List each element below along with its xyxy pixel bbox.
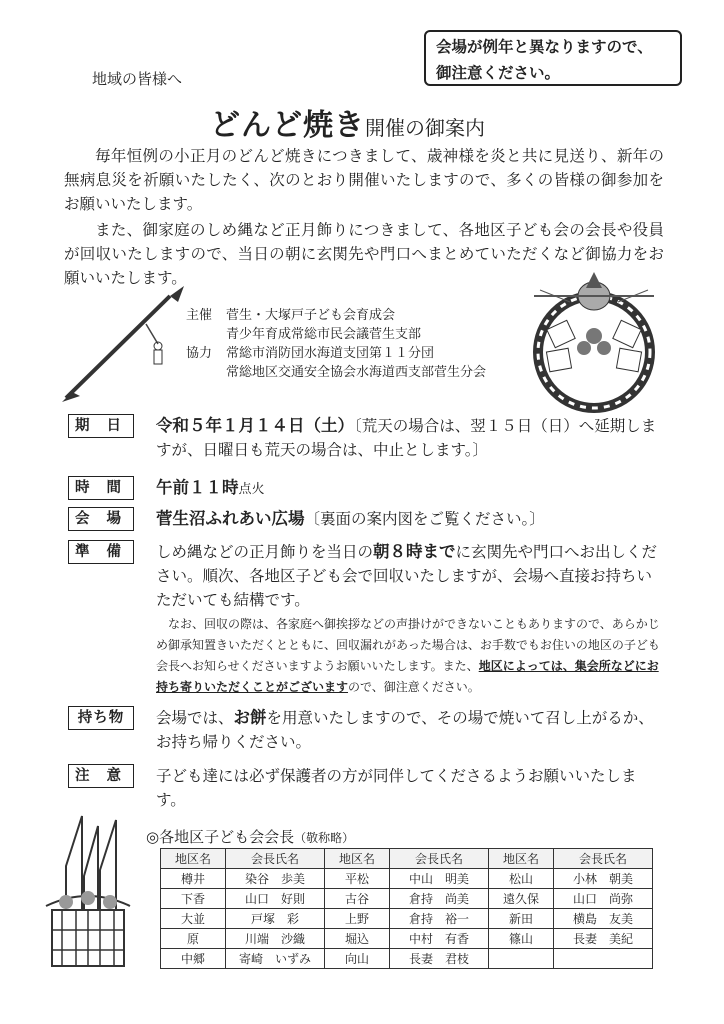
- table-title: ◎各地区子ども会会長: [146, 828, 295, 846]
- prep-note-pre: なお、回収の際は、各家庭へ御挨拶などの声掛けができないこともありますので、あらかじめ御承知置きいただくとともに、回収漏れがあった場合は、お手数でもお住いの地区の子ども会長へお知らせくださいますようお願いいたします。また、: [156, 617, 660, 673]
- header-name-3: 会長氏名: [554, 849, 653, 869]
- table-title-note: （敬称略）: [294, 831, 355, 845]
- header-district-1: 地区名: [161, 849, 226, 869]
- prep-post: に玄関先や門口へお出しください。順次、各地区子ども会で回収いたしますが、会場へ直接お持ちいただいても結構です。: [156, 543, 658, 609]
- header-name-1: 会長氏名: [226, 849, 325, 869]
- table-cell: 樽井: [161, 869, 226, 889]
- intro-paragraph-1: 毎年恒例の小正月のどんど焼きにつきまして、歳神様を炎と共に見送り、新年の無病息災を祈願いたしたく、次のとおり開催いたしますので、多くの皆様の御参加をお願いいたします。: [64, 147, 664, 213]
- table-cell: 上野: [325, 909, 390, 929]
- kadomatsu-illustration: [36, 806, 140, 972]
- table-cell: 新田: [489, 909, 554, 929]
- header-district-3: 地区名: [489, 849, 554, 869]
- bring-bold: お餅: [233, 708, 267, 727]
- prep-bold: 朝８時まで: [373, 542, 456, 561]
- host-1: 菅生・大塚戸子ども会育成会: [226, 308, 396, 323]
- table-cell: [554, 949, 653, 969]
- table-cell: 原: [161, 929, 226, 949]
- notice-line-2: 御注意ください。: [436, 64, 561, 82]
- table-cell: 中山 明美: [390, 869, 489, 889]
- venue-change-notice: [424, 30, 682, 86]
- coop-1: 常総市消防団水海道支団第１１分団: [226, 346, 435, 361]
- time-main: 午前１１時: [156, 478, 239, 497]
- table-row: [161, 889, 653, 909]
- table-cell: 染谷 歩美: [226, 869, 325, 889]
- bring-pre: 会場では、: [156, 709, 234, 727]
- table-cell: 戸塚 彩: [226, 909, 325, 929]
- table-cell: 横島 友美: [554, 909, 653, 929]
- table-cell: 山口 好則: [226, 889, 325, 909]
- table-cell: 川端 沙織: [226, 929, 325, 949]
- table-cell: 小林 朝美: [554, 869, 653, 889]
- table-header-row: [161, 849, 653, 869]
- table-cell: [489, 949, 554, 969]
- host-2: 青少年育成常総市民会議菅生支部: [226, 327, 422, 342]
- prep-label: 準 備: [68, 540, 134, 564]
- table-cell: 倉持 裕一: [390, 909, 489, 929]
- table-cell: 大並: [161, 909, 226, 929]
- table-cell: 遠久保: [489, 889, 554, 909]
- prep-pre: しめ縄などの正月飾りを当日の: [156, 543, 374, 561]
- bring-post: を用意いたしますので、その場で焼いて召し上がるか、お持ち帰りください。: [156, 709, 654, 751]
- date-label: 期 日: [68, 414, 134, 438]
- title-sub: 開催の御案内: [365, 116, 485, 140]
- table-cell: 中村 有香: [390, 929, 489, 949]
- date-main: 令和５年１月１４日（土）: [156, 416, 354, 435]
- notice-line-1: 会場が例年と異なりますので、: [436, 38, 653, 56]
- table-cell: 古谷: [325, 889, 390, 909]
- table-cell: 倉持 尚美: [390, 889, 489, 909]
- header-name-2: 会長氏名: [390, 849, 489, 869]
- greeting: 地域の皆様へ: [92, 70, 183, 88]
- table-row: [161, 909, 653, 929]
- page-title: [210, 100, 485, 144]
- caution-label: 注 意: [68, 764, 134, 788]
- leaders-table-title: [146, 826, 354, 847]
- table-cell: 中郷: [161, 949, 226, 969]
- bring-label: 持ち物: [68, 706, 134, 730]
- coop-2: 常総地区交通安全協会水海道西支部菅生分会: [226, 365, 487, 380]
- table-cell: 向山: [325, 949, 390, 969]
- organizers: [186, 306, 486, 382]
- table-cell: 松山: [489, 869, 554, 889]
- table-cell: 篠山: [489, 929, 554, 949]
- hamaya-arrow-illustration: [58, 282, 190, 404]
- prep-note: [156, 614, 662, 698]
- place-note: 〔裏面の案内図をご覧ください。〕: [304, 510, 545, 528]
- caution-text: 子ども達には必ず保護者の方が同伴してくださるようお願いいたします。: [156, 767, 637, 809]
- table-cell: 寄崎 いずみ: [226, 949, 325, 969]
- table-cell: 長妻 美紀: [554, 929, 653, 949]
- prep-note-bold: 地区によっては、集会所などにお持ち寄りいただくことがございます: [156, 659, 659, 694]
- leaders-table: [160, 848, 653, 969]
- table-cell: 平松: [325, 869, 390, 889]
- host-label: 主催: [186, 308, 213, 323]
- table-cell: 山口 尚弥: [554, 889, 653, 909]
- intro-paragraph-2: また、御家庭のしめ縄など正月飾りにつきまして、各地区子ども会の会長や役員が回収いたしますので、当日の朝に玄関先や門口へまとめていただくなど御協力をお願いいたします。: [64, 221, 664, 287]
- table-row: [161, 949, 653, 969]
- table-cell: 堀込: [325, 929, 390, 949]
- place-label: 会 場: [68, 507, 134, 531]
- place-main: 菅生沼ふれあい広場: [156, 509, 305, 528]
- table-cell: 長妻 君枝: [390, 949, 489, 969]
- table-row: [161, 929, 653, 949]
- header-district-2: 地区名: [325, 849, 390, 869]
- title-main: どんど焼き: [210, 108, 365, 143]
- prep-note-post: ので、御注意ください。: [348, 680, 480, 694]
- table-cell: 下香: [161, 889, 226, 909]
- date-note: 〔荒天の場合は、翌１５日（日）へ延期しますが、日曜日も荒天の場合は、中止とします。〕: [156, 417, 657, 459]
- time-suffix: 点火: [238, 482, 265, 497]
- shimekazari-wreath-illustration: [520, 266, 668, 414]
- coop-label: 協力: [186, 346, 213, 361]
- time-label: 時 間: [68, 476, 134, 500]
- table-row: [161, 869, 653, 889]
